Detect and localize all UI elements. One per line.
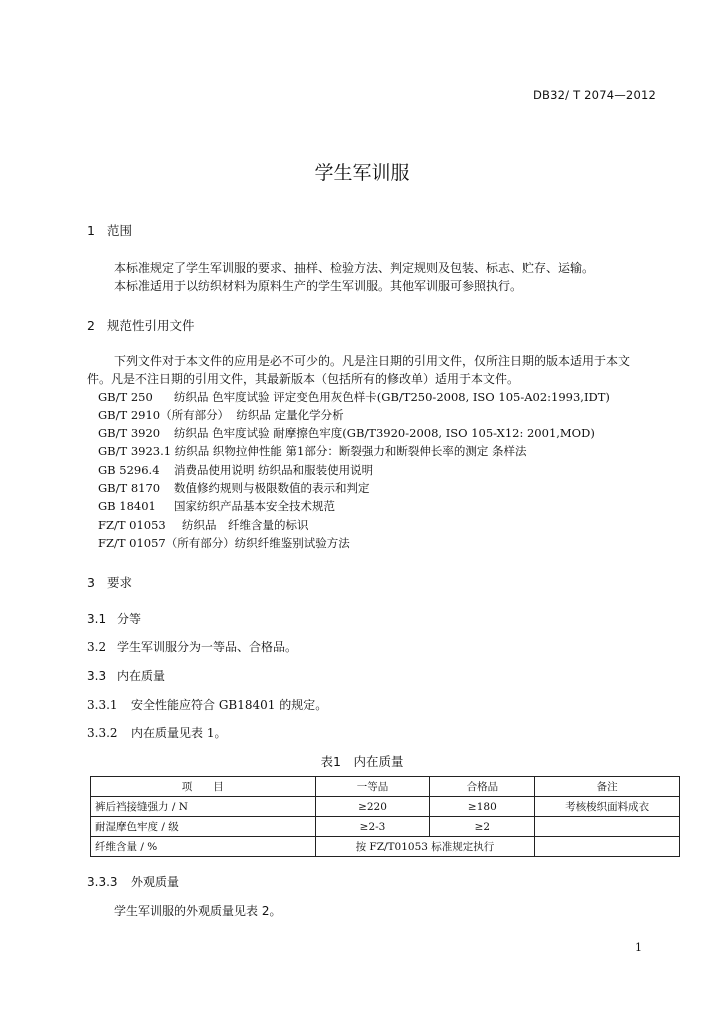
reference-title: 纺织品 织物拉伸性能 第1部分：断裂强力和断裂伸长率的测定 条样法 <box>174 444 527 458</box>
reference-item <box>98 498 335 514</box>
reference-code: FZ/T 01057（所有部分） <box>98 536 235 550</box>
table-cell: ≥2 <box>430 817 535 837</box>
table-cell: 裤后裆接缝强力 / N <box>91 797 316 817</box>
section-title: 范围 <box>107 223 133 238</box>
table-row <box>91 797 680 817</box>
table-cell <box>535 817 680 837</box>
page-number: 1 <box>635 941 642 954</box>
reference-title: 消费品使用说明 纺织品和服装使用说明 <box>174 463 374 477</box>
reference-code: GB/T 3920 <box>98 426 161 440</box>
section-2-heading <box>87 316 195 334</box>
appearance-quality-paragraph: 学生军训服的外观质量见表 2。 <box>114 904 282 918</box>
clause-text: 安全性能应符合 GB18401 的规定。 <box>131 698 328 712</box>
reference-item <box>98 462 373 478</box>
reference-title: 国家纺织产品基本安全技术规范 <box>174 499 335 513</box>
reference-title: 纺织品 色牢度试验 耐摩擦色牢度(GB/T3920-2008, ISO 105-X12: 2001,MOD) <box>174 426 595 440</box>
reference-item <box>98 425 595 441</box>
reference-title: 纺织品 纤维含量的标识 <box>182 518 309 532</box>
clause-number: 3.3 <box>87 669 107 683</box>
clause-3-1-heading <box>87 610 141 627</box>
table-cell: 耐湿摩色牢度 / 级 <box>91 817 316 837</box>
references-intro-line-1: 下列文件对于本文件的应用是必不可少的。凡是注日期的引用文件，仅所注日期的版本适用于本文 <box>114 354 631 368</box>
header-item: 项 目 <box>91 777 316 797</box>
clause-number: 3.3.1 <box>87 698 118 712</box>
section-1-heading <box>87 221 132 239</box>
scope-paragraph-2: 本标准适用于以纺织材料为原料生产的学生军训服。其他军训服可参照执行。 <box>114 279 523 293</box>
intrinsic-quality-table <box>90 776 680 857</box>
table-cell: ≥180 <box>430 797 535 817</box>
reference-item <box>98 517 309 533</box>
clause-3-3-2 <box>87 724 226 741</box>
table-cell: ≥220 <box>315 797 430 817</box>
clause-3-3-3-heading <box>87 873 179 890</box>
reference-code: GB/T 8170 <box>98 481 161 495</box>
clause-3-3-heading <box>87 667 165 684</box>
section-number: 2 <box>87 318 95 333</box>
reference-code: FZ/T 01053 <box>98 518 166 532</box>
clause-number: 3.1 <box>87 612 107 626</box>
reference-code: GB 18401 <box>98 499 156 513</box>
header-qualified: 合格品 <box>430 777 535 797</box>
reference-title: 纺织纤维鉴别试验方法 <box>234 536 350 550</box>
table-cell: 纤维含量 / % <box>91 837 316 857</box>
header-first-grade: 一等品 <box>315 777 430 797</box>
table-cell <box>535 837 680 857</box>
reference-title: 数值修约规则与极限数值的表示和判定 <box>174 481 370 495</box>
clause-title: 分等 <box>117 612 142 626</box>
table-row <box>91 817 680 837</box>
clause-text: 学生军训服分为一等品、合格品。 <box>117 640 298 654</box>
reference-title: 纺织品 定量化学分析 <box>236 408 344 422</box>
reference-item <box>98 480 370 496</box>
reference-item <box>98 443 527 459</box>
scope-paragraph-1: 本标准规定了学生军训服的要求、抽样、检验方法、判定规则及包装、标志、贮存、运输。 <box>114 261 595 275</box>
reference-code: GB/T 250 <box>98 390 153 404</box>
clause-number: 3.3.2 <box>87 726 118 740</box>
table-header-row <box>91 777 680 797</box>
table-cell-merged: 按 FZ/T01053 标准规定执行 <box>315 837 535 857</box>
document-title: 学生军训服 <box>314 162 410 184</box>
reference-code: GB/T 2910（所有部分） <box>98 408 230 422</box>
section-3-heading <box>87 573 132 591</box>
clause-3-2 <box>87 638 297 655</box>
reference-title: 纺织品 色牢度试验 评定变色用灰色样卡(GB/T250-2008, ISO 105-A02:1993,IDT) <box>174 390 610 404</box>
header-remarks: 备注 <box>535 777 680 797</box>
clause-title: 内在质量 <box>117 669 166 683</box>
reference-item <box>98 407 344 423</box>
table-row <box>91 837 680 857</box>
section-number: 1 <box>87 223 95 238</box>
clause-3-3-1 <box>87 696 327 713</box>
reference-code: GB 5296.4 <box>98 463 160 477</box>
section-title: 要求 <box>107 575 133 590</box>
references-intro-line-2: 件。凡是不注日期的引用文件，其最新版本（包括所有的修改单）适用于本文件。 <box>87 372 520 386</box>
table-cell: ≥2-3 <box>315 817 430 837</box>
clause-number: 3.2 <box>87 640 107 654</box>
clause-number: 3.3.3 <box>87 875 118 889</box>
section-number: 3 <box>87 575 95 590</box>
reference-code: GB/T 3923.1 <box>98 444 172 458</box>
standard-code: DB32/ T 2074—2012 <box>532 88 656 102</box>
table-1-caption: 表1 内在质量 <box>320 754 404 769</box>
reference-item <box>98 535 350 551</box>
reference-item <box>98 389 610 405</box>
section-title: 规范性引用文件 <box>107 318 195 333</box>
table-cell: 考核梭织面料成衣 <box>535 797 680 817</box>
clause-text: 内在质量见表 1。 <box>131 726 227 740</box>
clause-title: 外观质量 <box>131 875 180 889</box>
